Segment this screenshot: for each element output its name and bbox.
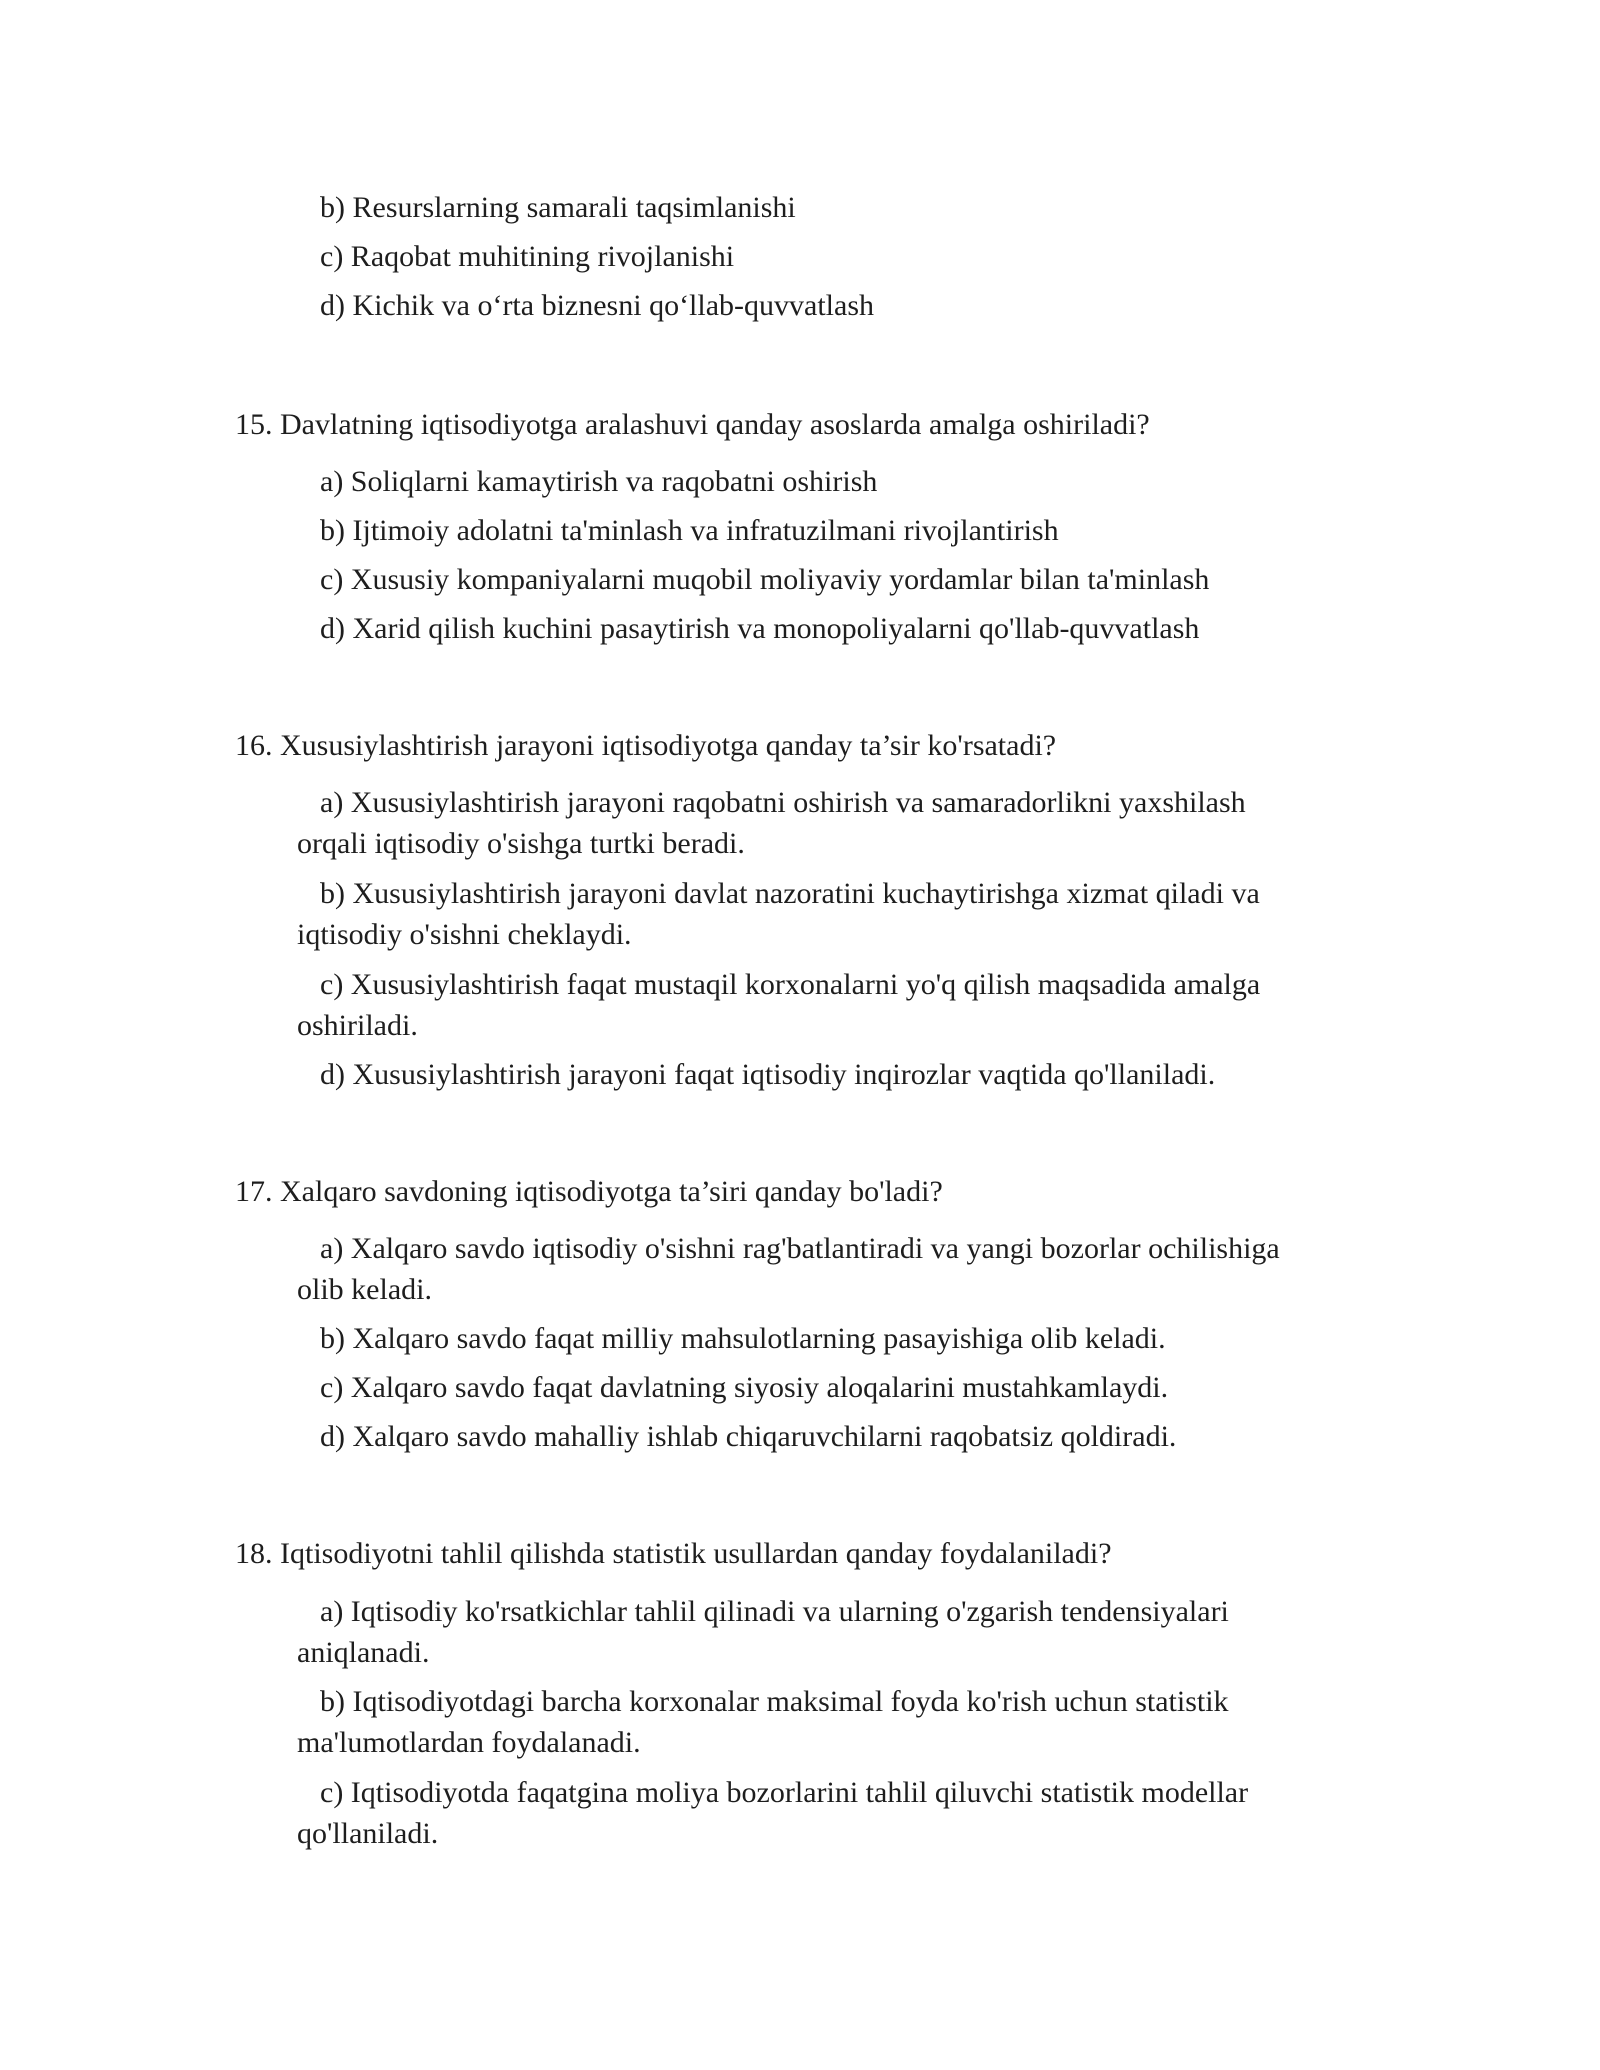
option-a-line-2: orqali iqtisodiy o'sishga turtki beradi.	[297, 827, 745, 860]
question-15: 15. Davlatning iqtisodiyotga aralashuvi qanday asoslarda amalga oshiriladi?	[235, 408, 1150, 441]
option-c-line-2: qo'llaniladi.	[297, 1817, 439, 1850]
option-d: d) Xarid qilish kuchini pasaytirish va monopoliyalarni qo'llab-quvvatlash	[320, 612, 1200, 645]
option-d: d) Xususiylashtirish jarayoni faqat iqtisodiy inqirozlar vaqtida qo'llaniladi.	[320, 1058, 1216, 1091]
question-18: 18. Iqtisodiyotni tahlil qilishda statistik usullardan qanday foydalaniladi?	[235, 1537, 1112, 1570]
option-b-line-2: ma'lumotlardan foydalanadi.	[297, 1726, 641, 1759]
option-a: a) Soliqlarni kamaytirish va raqobatni oshirish	[320, 465, 878, 498]
option-b-line-2: iqtisodiy o'sishni cheklaydi.	[297, 918, 632, 951]
option-a-line-1: a) Iqtisodiy ko'rsatkichlar tahlil qilinadi va ularning o'zgarish tendensiyalari	[320, 1595, 1229, 1628]
option-c-line-2: oshiriladi.	[297, 1009, 418, 1042]
option-a-line-1: a) Xalqaro savdo iqtisodiy o'sishni rag'batlantiradi va yangi bozorlar ochilishiga	[320, 1232, 1280, 1265]
question-16: 16. Xususiylashtirish jarayoni iqtisodiyotga qanday ta’sir ko'rsatadi?	[235, 729, 1057, 762]
option-b: b) Resurslarning samarali taqsimlanishi	[320, 191, 796, 224]
option-b: b) Xalqaro savdo faqat milliy mahsulotlarning pasayishiga olib keladi.	[320, 1322, 1166, 1355]
option-d: d) Xalqaro savdo mahalliy ishlab chiqaruvchilarni raqobatsiz qoldiradi.	[320, 1420, 1177, 1453]
option-a-line-2: aniqlanadi.	[297, 1636, 430, 1669]
option-d: d) Kichik va o‘rta biznesni qo‘llab-quvvatlash	[320, 289, 875, 322]
question-17: 17. Xalqaro savdoning iqtisodiyotga ta’siri qanday bo'ladi?	[235, 1175, 943, 1208]
option-a-line-1: a) Xususiylashtirish jarayoni raqobatni oshirish va samaradorlikni yaxshilash	[320, 786, 1246, 819]
option-b-line-1: b) Iqtisodiyotdagi barcha korxonalar maksimal foyda ko'rish uchun statistik	[320, 1685, 1229, 1718]
option-c: c) Xususiy kompaniyalarni muqobil moliyaviy yordamlar bilan ta'minlash	[320, 563, 1210, 596]
option-c: c) Raqobat muhitining rivojlanishi	[320, 240, 735, 273]
option-c: c) Xalqaro savdo faqat davlatning siyosiy aloqalarini mustahkamlaydi.	[320, 1371, 1169, 1404]
option-c-line-1: c) Xususiylashtirish faqat mustaqil korxonalarni yo'q qilish maqsadida amalga	[320, 968, 1261, 1001]
option-a-line-2: olib keladi.	[297, 1273, 432, 1306]
option-c-line-1: c) Iqtisodiyotda faqatgina moliya bozorlarini tahlil qiluvchi statistik modellar	[320, 1776, 1249, 1809]
option-b: b) Ijtimoiy adolatni ta'minlash va infratuzilmani rivojlantirish	[320, 514, 1059, 547]
option-b-line-1: b) Xususiylashtirish jarayoni davlat nazoratini kuchaytirishga xizmat qiladi va	[320, 877, 1260, 910]
